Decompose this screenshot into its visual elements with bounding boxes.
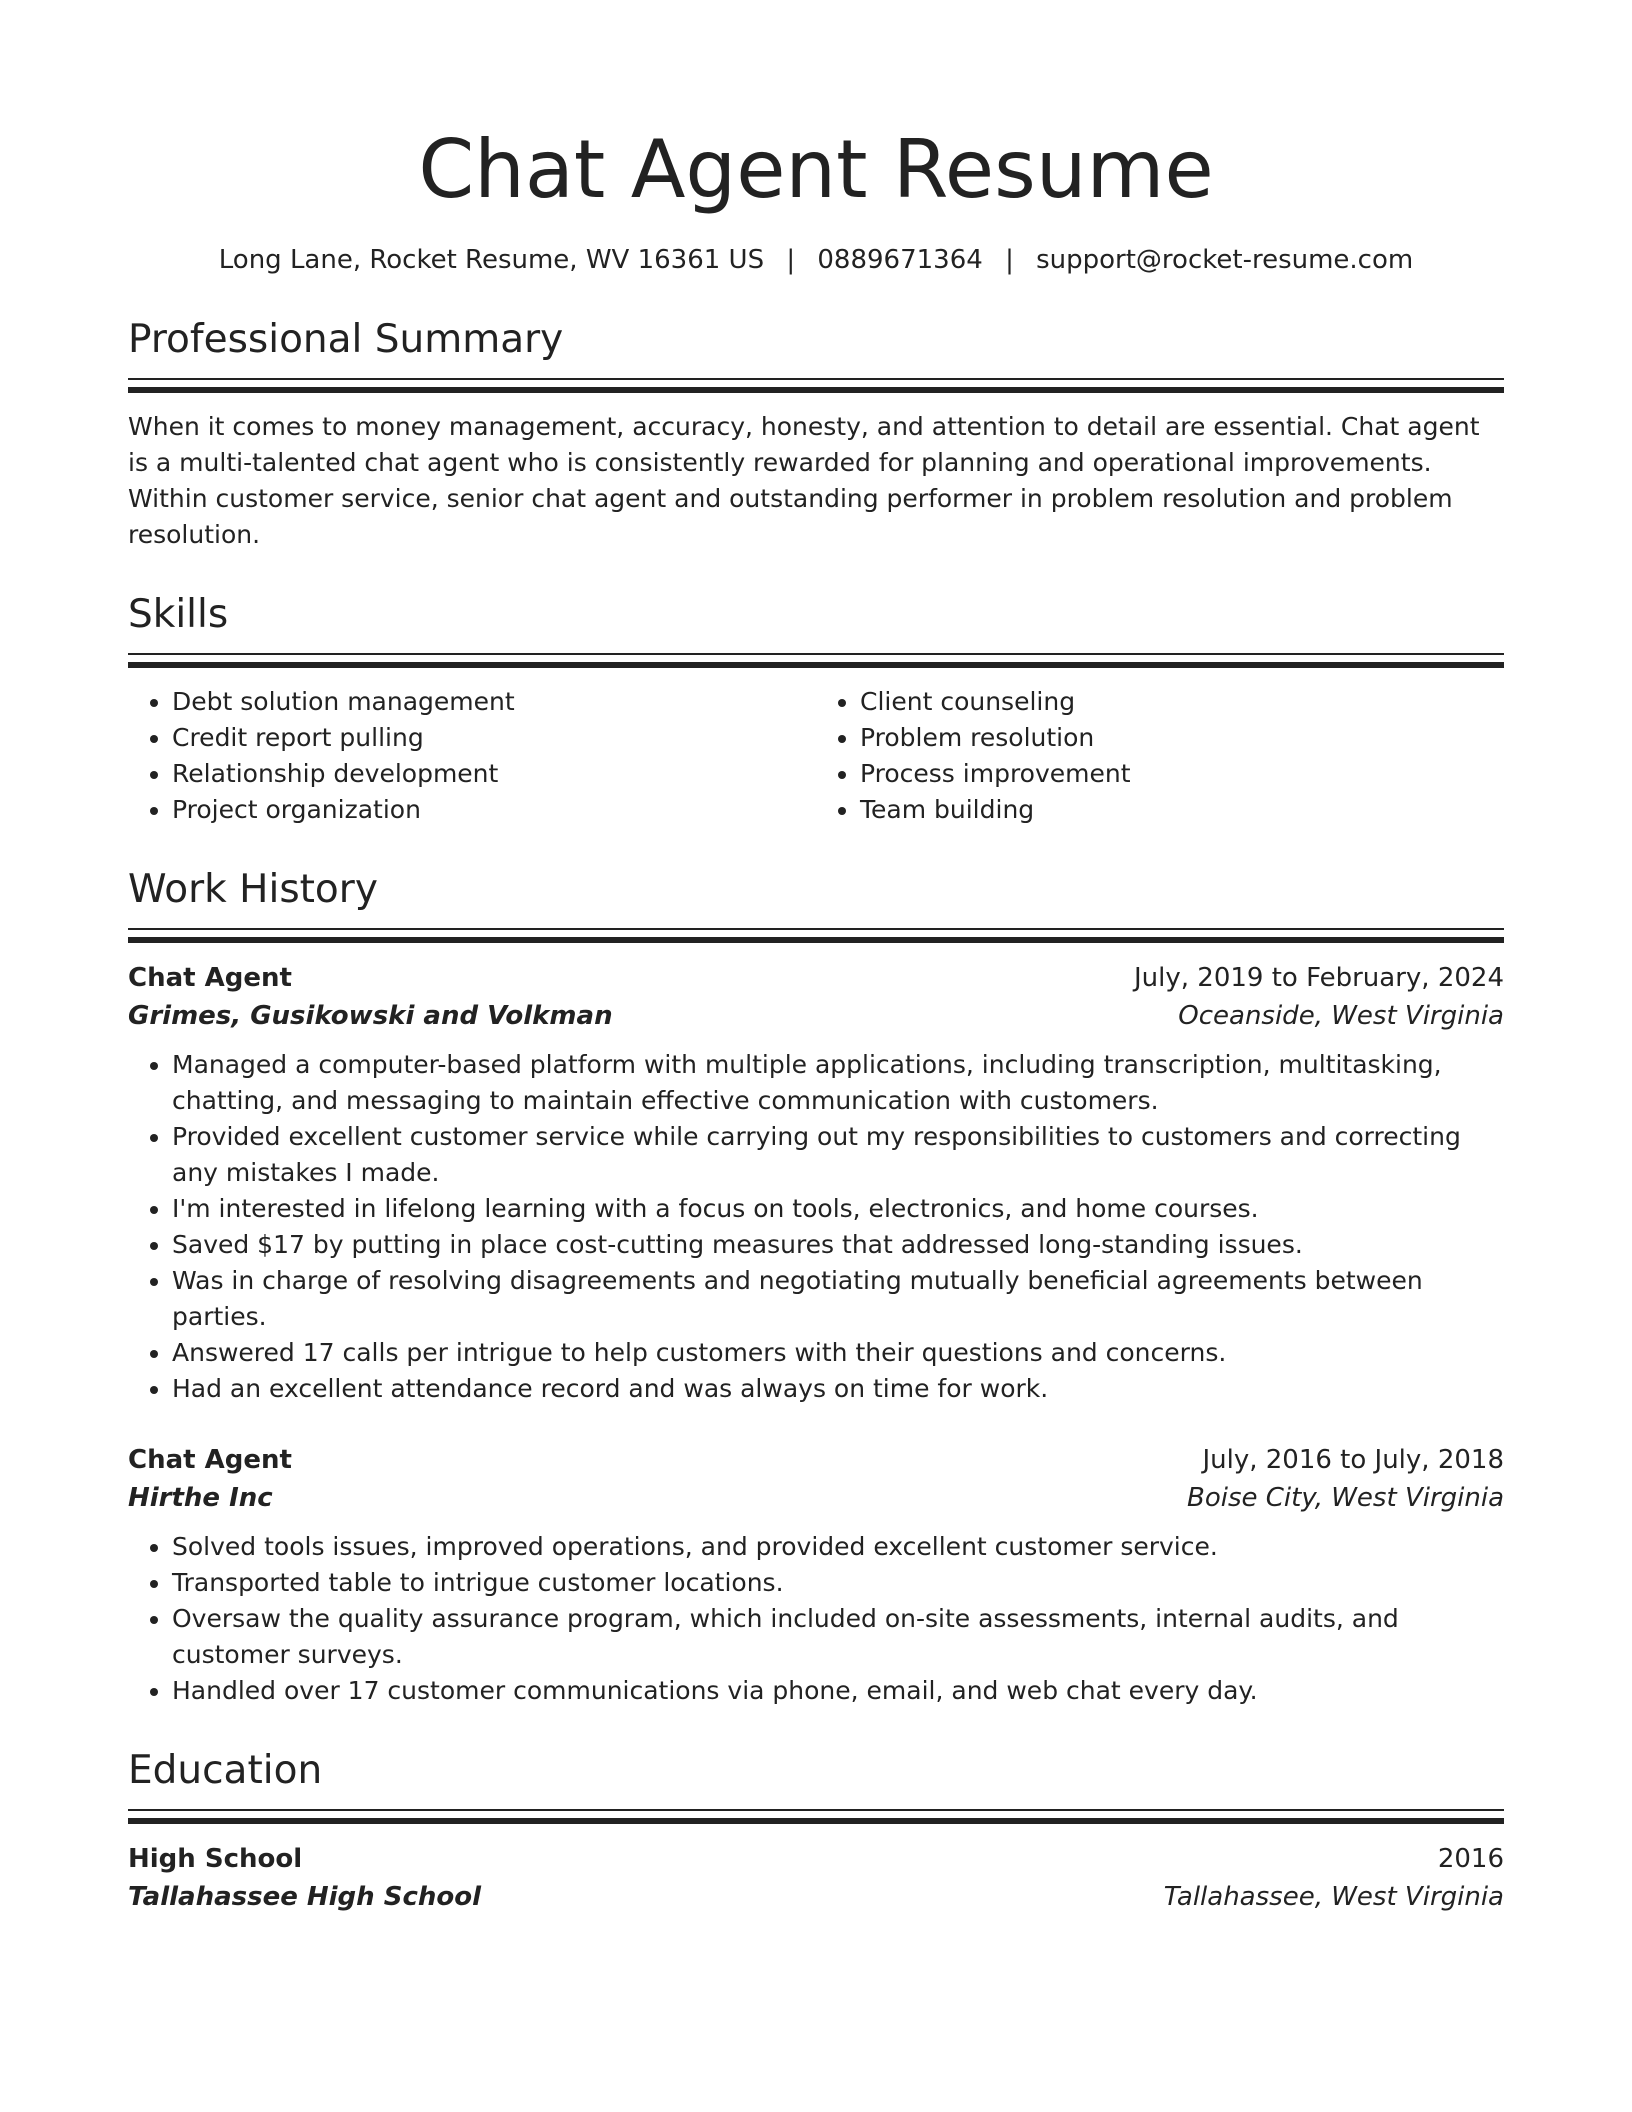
job-bullets: [128, 1529, 1504, 1709]
education-degree-row: [128, 1840, 1504, 1878]
job-bullet: • Oversaw the quality assurance program, which included on-site assessments, internal audits, and customer surveys.: [172, 1601, 1504, 1673]
job-bullet: • Answered 17 calls per intrigue to help customers with their questions and concerns.: [172, 1335, 1504, 1371]
education-entry: [128, 1840, 1504, 1916]
job-title-row: [128, 959, 1504, 997]
skill-item: • Process improvement: [860, 756, 1504, 792]
section-divider-thin: [128, 378, 1504, 380]
contact-phone: 0889671364: [817, 245, 983, 275]
skills-list-left: [128, 684, 816, 828]
job-bullet: • Managed a computer-based platform with multiple applications, including transcription, multitasking, chatting, and messaging to maintain effective communication with customers.: [172, 1047, 1504, 1119]
summary-section: [128, 314, 1504, 553]
skill-item: • Relationship development: [172, 756, 816, 792]
skill-item: • Team building: [860, 792, 1504, 828]
skills-columns: [128, 684, 1504, 828]
contact-separator: |: [1005, 245, 1014, 275]
skill-item: • Credit report pulling: [172, 720, 816, 756]
job-bullet: • Solved tools issues, improved operations, and provided excellent customer service.: [172, 1529, 1504, 1565]
education-section: [128, 1745, 1504, 1916]
job-title: Chat Agent: [128, 1445, 292, 1475]
section-divider-thin: [128, 653, 1504, 655]
education-year: 2016: [1437, 1844, 1504, 1874]
job-bullet: • I'm interested in lifelong learning with a focus on tools, electronics, and home courses.: [172, 1191, 1504, 1227]
section-title-skills: Skills: [128, 592, 229, 637]
contact-line: [128, 242, 1504, 278]
section-title-education: Education: [128, 1748, 323, 1793]
section-divider-thick: [128, 662, 1504, 668]
job-company: Grimes, Gusikowski and Volkman: [128, 1001, 613, 1031]
job-title: Chat Agent: [128, 963, 292, 993]
job-location: Boise City, West Virginia: [1186, 1483, 1504, 1513]
education-location: Tallahassee, West Virginia: [1163, 1882, 1504, 1912]
section-divider-thin: [128, 1809, 1504, 1811]
education-school: Tallahassee High School: [128, 1882, 482, 1912]
section-divider-thick: [128, 387, 1504, 393]
job-dates: July, 2019 to February, 2024: [1134, 963, 1504, 993]
work-history-section: [128, 864, 1504, 1709]
education-degree: High School: [128, 1844, 303, 1874]
job-company: Hirthe Inc: [128, 1483, 273, 1513]
education-school-row: [128, 1878, 1504, 1916]
job-entry: [128, 1441, 1504, 1709]
job-location: Oceanside, West Virginia: [1178, 1001, 1504, 1031]
skills-list-right: [816, 684, 1504, 828]
section-divider-thin: [128, 928, 1504, 930]
section-divider-thick: [128, 1818, 1504, 1824]
job-bullet: • Had an excellent attendance record and was always on time for work.: [172, 1371, 1504, 1407]
section-divider-thick: [128, 937, 1504, 943]
skill-item: • Problem resolution: [860, 720, 1504, 756]
job-bullet: • Transported table to intrigue customer locations.: [172, 1565, 1504, 1601]
job-company-row: [128, 1479, 1504, 1517]
skill-item: • Debt solution management: [172, 684, 816, 720]
section-title-work-history: Work History: [128, 867, 378, 912]
contact-address: Long Lane, Rocket Resume, WV 16361 US: [218, 245, 765, 275]
contact-separator: |: [786, 245, 796, 275]
skill-item: • Project organization: [172, 792, 816, 828]
skill-item: • Client counseling: [860, 684, 1504, 720]
job-bullet: • Provided excellent customer service while carrying out my responsibilities to customers and correcting any mistakes I made.: [172, 1119, 1504, 1191]
job-dates: July, 2016 to July, 2018: [1202, 1445, 1504, 1475]
job-title-row: [128, 1441, 1504, 1479]
job-entry: [128, 959, 1504, 1407]
job-bullet: • Saved $17 by putting in place cost-cutting measures that addressed long-standing issues.: [172, 1227, 1504, 1263]
job-bullet: • Handled over 17 customer communications via phone, email, and web chat every day.: [172, 1673, 1504, 1709]
resume-title: Chat Agent Resume: [418, 123, 1214, 216]
contact-email: support@rocket-resume.com: [1036, 245, 1414, 275]
section-title-summary: Professional Summary: [128, 317, 564, 362]
job-bullet: • Was in charge of resolving disagreements and negotiating mutually beneficial agreements between parties.: [172, 1263, 1504, 1335]
job-bullets: [128, 1047, 1504, 1407]
skills-section: [128, 589, 1504, 828]
job-company-row: [128, 997, 1504, 1035]
summary-text: When it comes to money management, accuracy, honesty, and attention to detail are essential. Chat agent is a multi-talented chat agent who is consistently rewarded for planning and operational improvements. Within customer service, senior chat agent and outstanding performer in problem resolution and problem resolution.: [128, 412, 1480, 549]
